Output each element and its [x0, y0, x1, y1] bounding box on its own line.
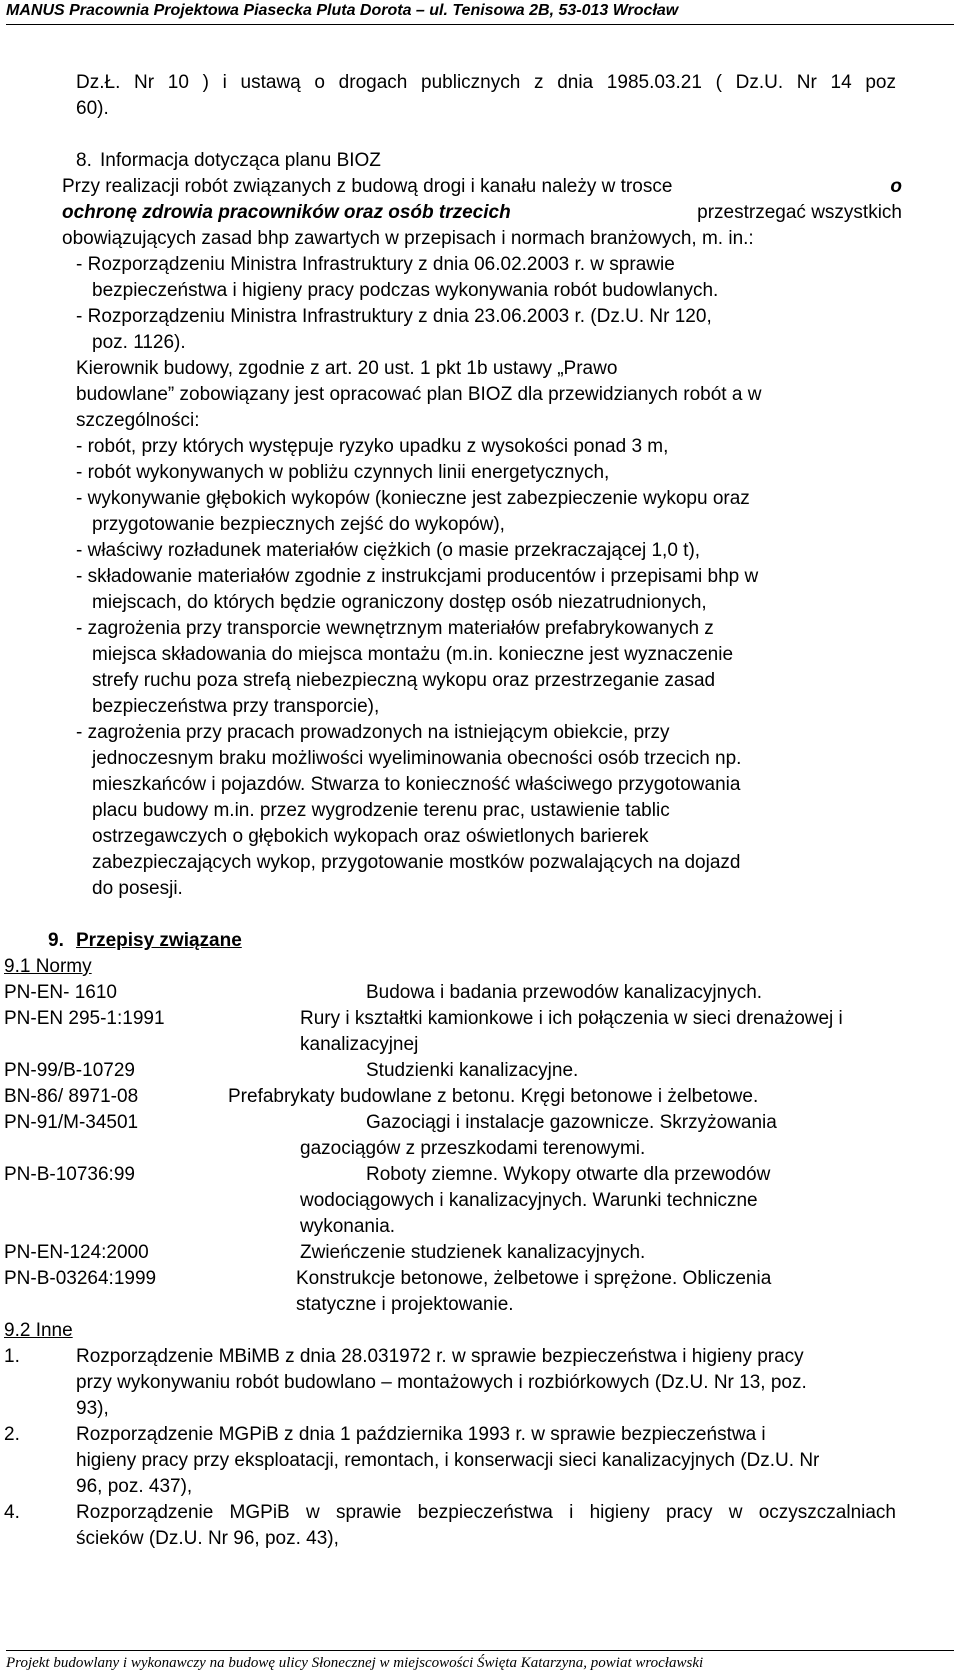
- page-header: [6, 0, 954, 25]
- section-9-title: Przepisy związane: [76, 930, 242, 951]
- other-line: Rozporządzenie MBiMB z dnia 28.031972 r. w sprawie bezpieczeństwa i higieny pracy: [76, 1346, 804, 1367]
- norm-code: PN-B-10736:99: [4, 1164, 135, 1185]
- regulation-2-line-2: poz. 1126).: [92, 332, 186, 353]
- other-line: higieny pracy przy eksploatacji, remontach, i konserwacji sieci kanalizacyjnych (Dz.U. Nr: [76, 1450, 820, 1471]
- hazard-item-cont: jednoczesnym braku możliwości wyeliminowania obecności osób trzecich np.: [92, 748, 742, 769]
- manager-paragraph-2: budowlane” zobowiązany jest opracować plan BIOZ dla przewidzianych robót a w: [76, 384, 762, 405]
- hazard-item-cont: przygotowanie bezpiecznych zejść do wykopów),: [92, 514, 505, 535]
- norm-code: PN-EN- 1610: [4, 982, 117, 1003]
- other-heading: 9.2 Inne: [4, 1320, 73, 1341]
- other-number: 2.: [4, 1424, 20, 1445]
- hazard-item: - zagrożenia przy pracach prowadzonych na istniejącym obiekcie, przy: [76, 722, 670, 743]
- hazard-item: - wykonywanie głębokich wykopów (konieczne jest zabezpieczenie wykopu oraz: [76, 488, 750, 509]
- hazard-item: - właściwy rozładunek materiałów ciężkich (o masie przekraczającej 1,0 t),: [76, 540, 701, 561]
- norm-description: Studzienki kanalizacyjne.: [366, 1060, 579, 1081]
- other-line: Rozporządzenie MGPiB z dnia 1 października 1993 r. w sprawie bezpieczeństwa i: [76, 1424, 766, 1445]
- intro-text: Przy realizacji robót związanych z budową drogi i kanału należy w trosce: [62, 176, 673, 197]
- other-number: 4.: [4, 1502, 20, 1523]
- hazard-item-cont: miejsca składowania do miejsca montażu (m.in. konieczne jest wyznaczenie: [92, 644, 734, 665]
- hazard-item-cont: ostrzegawczych o głębokich wykopach oraz oświetlonych barierek: [92, 826, 649, 847]
- page-footer: [6, 1650, 954, 1675]
- norm-description: Prefabrykaty budowlane z betonu. Kręgi betonowe i żelbetowe.: [228, 1086, 759, 1107]
- hazard-item-cont: strefy ruchu poza strefą niebezpieczną wykopu oraz przestrzeganie zasad: [92, 670, 716, 691]
- intro-emphasis: o: [890, 176, 902, 197]
- norm-code: PN-99/B-10729: [4, 1060, 135, 1081]
- norm-code: PN-EN 295-1:1991: [4, 1008, 165, 1029]
- hazard-item-cont: do posesji.: [92, 878, 183, 899]
- regulation-1-line-1: - Rozporządzeniu Ministra Infrastruktury z dnia 06.02.2003 r. w sprawie: [76, 254, 675, 275]
- manager-paragraph-1: Kierownik budowy, zgodnie z art. 20 ust. 1 pkt 1b ustawy „Prawo: [76, 358, 618, 379]
- manager-paragraph-3: szczególności:: [76, 410, 200, 431]
- norm-code: PN-EN-124:2000: [4, 1242, 149, 1263]
- hazard-item-cont: mieszkańców i pojazdów. Stwarza to konieczność właściwego przygotowania: [92, 774, 741, 795]
- other-line: przy wykonywaniu robót budowlano – montażowych i rozbiórkowych (Dz.U. Nr 13, poz.: [76, 1372, 807, 1393]
- section-8-intro-3: obowiązujących zasad bhp zawartych w przepisach i normach branżowych, m. in.:: [62, 228, 754, 249]
- norm-code: PN-B-03264:1999: [4, 1268, 157, 1289]
- hazard-item-cont: placu budowy m.in. przez wygrodzenie terenu prac, ustawienie tablic: [92, 800, 670, 821]
- hazard-item-cont: zabezpieczających wykop, przygotowanie mostków pozwalających na dojazd: [92, 852, 741, 873]
- other-number: 1.: [4, 1346, 20, 1367]
- norm-code: PN-91/M-34501: [4, 1112, 139, 1133]
- section-8-intro-1: [62, 174, 902, 200]
- footer-text: Projekt budowlany i wykonawczy na budowę ulicy Słonecznej w miejscowości Święta Katarzyna, powiat wrocławski: [6, 1655, 704, 1671]
- norms-heading: 9.1 Normy: [4, 956, 92, 977]
- intro-emphasis-2: ochronę zdrowia pracowników oraz osób trzecich: [62, 202, 511, 223]
- norm-code: BN-86/ 8971-08: [4, 1086, 139, 1107]
- intro-line-1: Dz.Ł. Nr 10 ) i ustawą o drogach publicznych z dnia 1985.03.21 ( Dz.U. Nr 14 poz: [76, 72, 896, 93]
- header-text: MANUS Pracownia Projektowa Piasecka Pluta Dorota – ul. Tenisowa 2B, 53-013 Wrocław: [6, 2, 679, 19]
- regulation-2-line-1: - Rozporządzeniu Ministra Infrastruktury z dnia 23.06.2003 r. (Dz.U. Nr 120,: [76, 306, 712, 327]
- regulation-1-line-2: bezpieczeństwa i higieny pracy podczas wykonywania robót budowlanych.: [92, 280, 719, 301]
- other-line: Rozporządzenie MGPiB w sprawie bezpieczeństwa i higieny pracy w oczyszczalniach: [76, 1502, 896, 1523]
- section-9-number: 9.: [48, 930, 64, 951]
- hazard-item-cont: miejscach, do których będzie ograniczony dostęp osób niezatrudnionych,: [92, 592, 707, 613]
- other-line: ścieków (Dz.U. Nr 96, poz. 43),: [76, 1528, 339, 1549]
- hazard-item-cont: bezpieczeństwa przy transporcie),: [92, 696, 380, 717]
- intro-text-2: przestrzegać wszystkich: [697, 202, 902, 223]
- hazard-item: - zagrożenia przy transporcie wewnętrznym materiałów prefabrykowanych z: [76, 618, 714, 639]
- other-line: 96, poz. 437),: [76, 1476, 193, 1497]
- intro-line-2: 60).: [76, 98, 109, 119]
- section-8-number: 8.: [76, 150, 92, 171]
- norm-description: Budowa i badania przewodów kanalizacyjnych.: [366, 982, 763, 1003]
- norm-description: Konstrukcje betonowe, żelbetowe i sprężone. Obliczenia statyczne i projektowanie.: [296, 1268, 772, 1315]
- norm-description: Rury i kształtki kamionkowe i ich połączenia w sieci drenażowej i kanalizacyjnej: [300, 1008, 843, 1055]
- hazard-item: - robót, przy których występuje ryzyko upadku z wysokości ponad 3 m,: [76, 436, 669, 457]
- other-line: 93),: [76, 1398, 109, 1419]
- hazard-item: - robót wykonywanych w pobliżu czynnych linii energetycznych,: [76, 462, 610, 483]
- section-8-intro-2: [62, 200, 902, 226]
- section-8-title: Informacja dotycząca planu BIOZ: [100, 150, 381, 171]
- norm-description: Zwieńczenie studzienek kanalizacyjnych.: [300, 1242, 646, 1263]
- hazard-item: - składowanie materiałów zgodnie z instrukcjami producentów i przepisami bhp w: [76, 566, 759, 587]
